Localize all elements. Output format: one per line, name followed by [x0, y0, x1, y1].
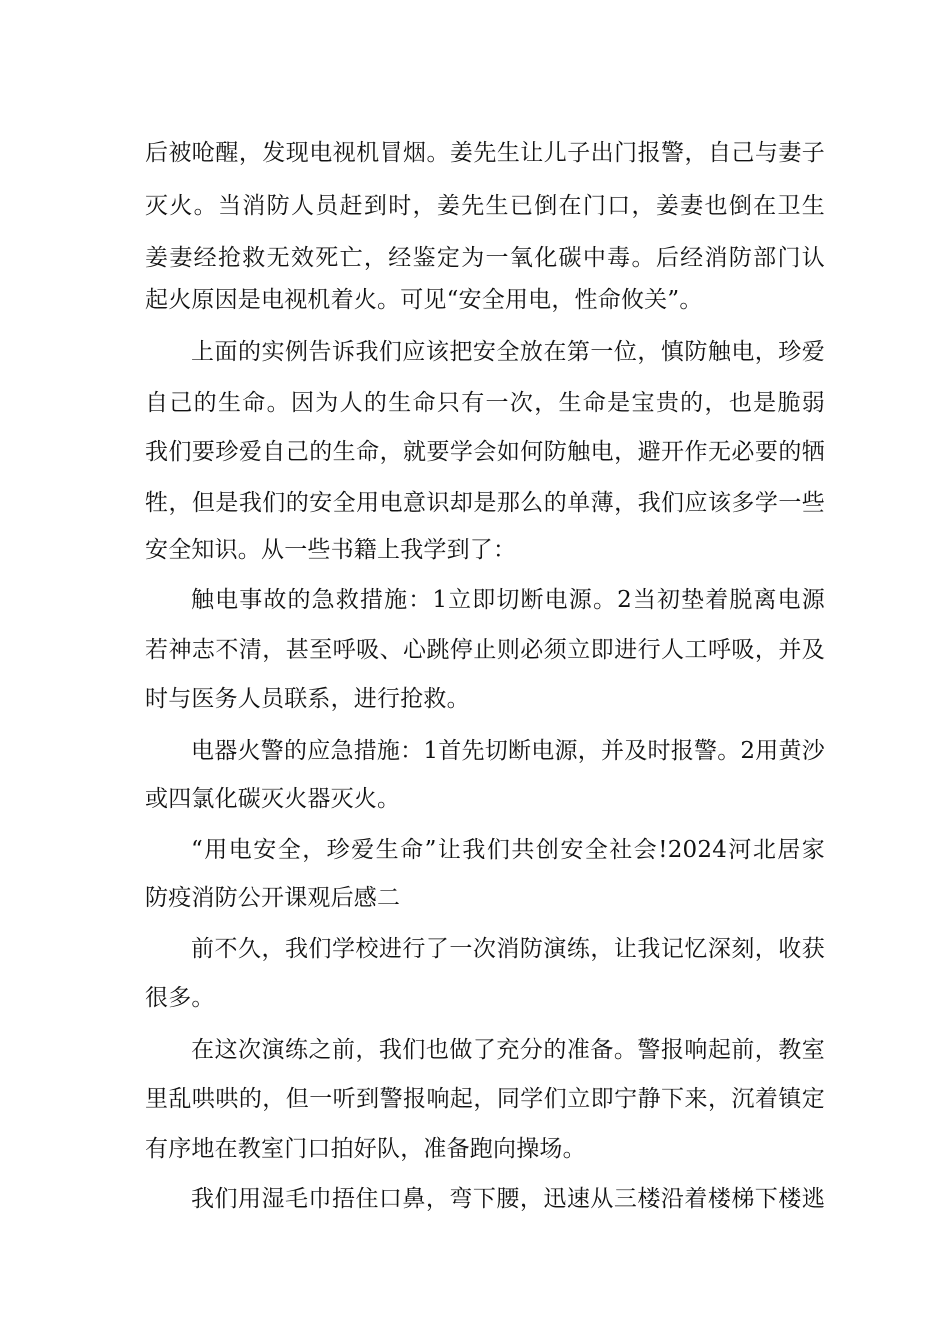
- text-line-3: 姜妻经抢救无效死亡，经鉴定为一氧化碳中毒。后经消防部门认: [145, 245, 825, 271]
- text-line-5: 上面的实例告诉我们应该把安全放在第一位，慎防触电，珍爱: [191, 339, 825, 365]
- text-line-16: 防疫消防公开课观后感二: [145, 885, 401, 911]
- text-line-2: 灭火。当消防人员赶到时，姜先生已倒在门口，姜妻也倒在卫生: [145, 193, 825, 219]
- text-line-7: 我们要珍爱自己的生命，就要学会如何防触电，避开作无必要的牺: [145, 439, 825, 465]
- text-line-1: 后被呛醒，发现电视机冒烟。姜先生让儿子出门报警，自己与妻子: [145, 140, 825, 166]
- text-line-15: “用电安全，珍爱生命”让我们共创安全社会!2024河北居家: [191, 837, 825, 863]
- text-line-19: 在这次演练之前，我们也做了充分的准备。警报响起前，教室: [191, 1037, 825, 1063]
- text-line-18: 很多。: [145, 985, 215, 1011]
- text-line-17: 前不久，我们学校进行了一次消防演练，让我记忆深刻，收获: [191, 936, 825, 962]
- text-line-14: 或四氯化碳灭火器灭火。: [145, 786, 401, 812]
- text-line-21: 有序地在教室门口拍好队，准备跑向操场。: [145, 1136, 586, 1162]
- text-line-22: 我们用湿毛巾捂住口鼻，弯下腰，迅速从三楼沿着楼梯下楼逃: [191, 1186, 825, 1212]
- text-line-9: 安全知识。从一些书籍上我学到了：: [145, 537, 517, 563]
- text-line-12: 时与医务人员联系，进行抢救。: [145, 686, 470, 712]
- text-line-20: 里乱哄哄的，但一听到警报响起，同学们立即宁静下来，沉着镇定: [145, 1086, 825, 1112]
- text-line-13: 电器火警的应急措施：1首先切断电源，并及时报警。2用黄沙: [191, 738, 825, 764]
- text-line-4: 起火原因是电视机着火。可见“安全用电，性命攸关”。: [145, 287, 703, 313]
- text-line-6: 自己的生命。因为人的生命只有一次，生命是宝贵的，也是脆弱: [145, 390, 825, 416]
- text-line-11: 若神志不清，甚至呼吸、心跳停止则必须立即进行人工呼吸，并及: [145, 637, 825, 663]
- text-line-8: 牲，但是我们的安全用电意识却是那么的单薄，我们应该多学一些: [145, 490, 825, 516]
- text-line-10: 触电事故的急救措施：1立即切断电源。2当初垫着脱离电源: [191, 587, 825, 613]
